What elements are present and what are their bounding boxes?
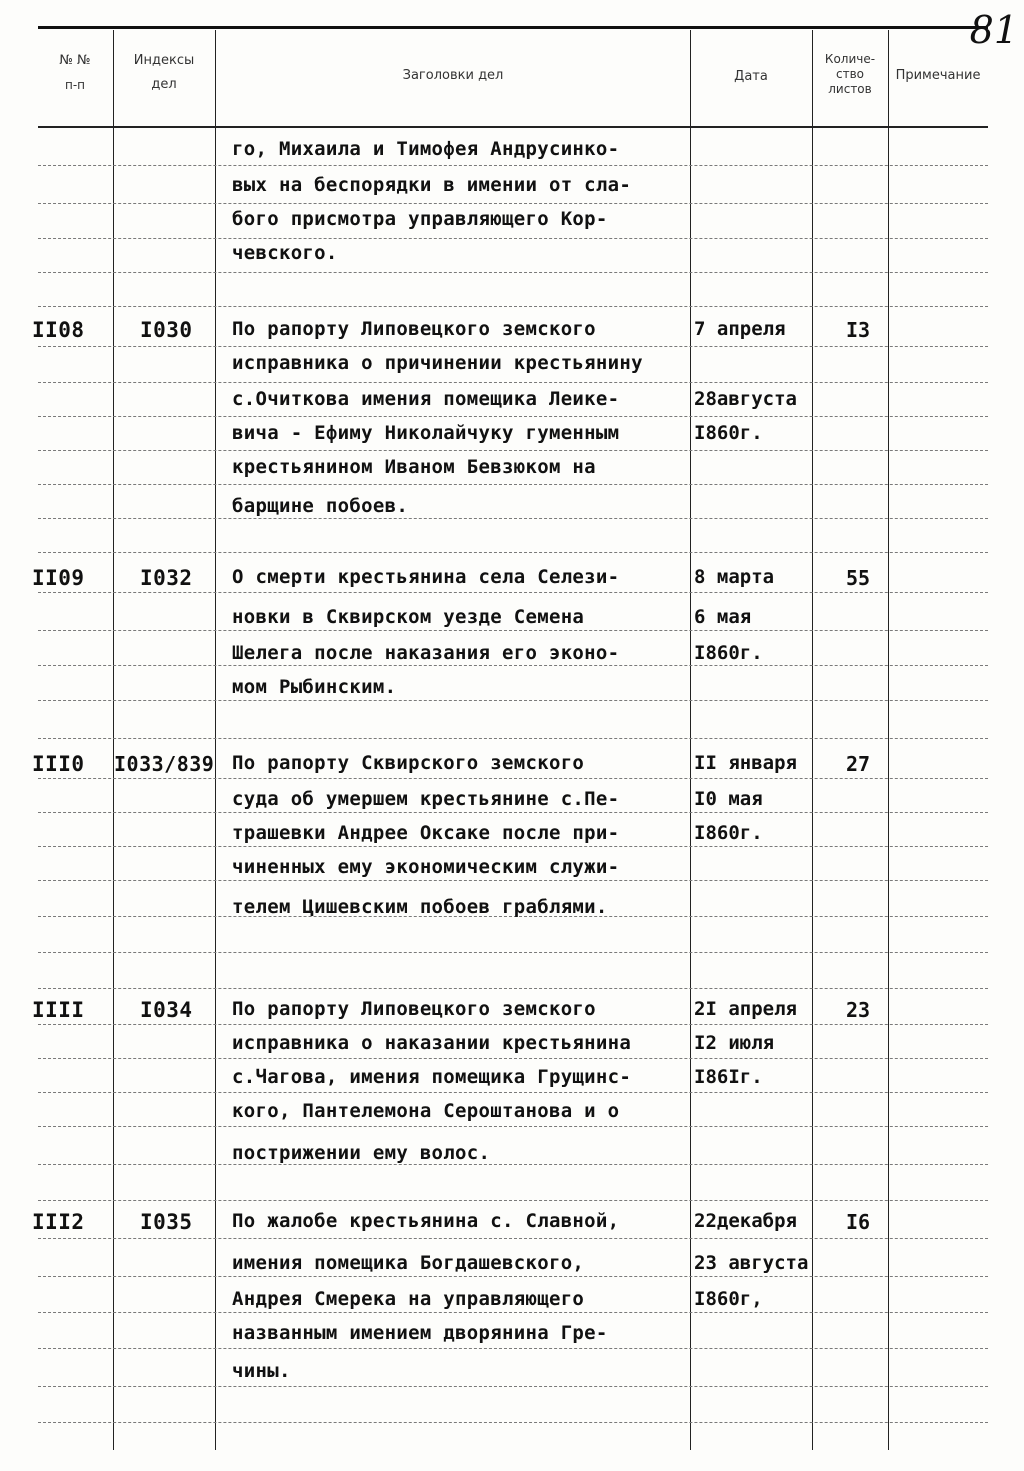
row-rule [38, 700, 988, 701]
entry-title-line: По жалобе крестьянина с. Славной, [232, 1210, 620, 1232]
row-rule [38, 665, 988, 666]
row-rule [38, 165, 988, 166]
header-rule [38, 126, 988, 128]
entry-title-line: телем Цишевским побоев граблями. [232, 896, 608, 918]
entry-date-year: I86Iг. [694, 1066, 763, 1088]
entry-title-line: По рапорту Липовецкого земского [232, 998, 596, 1020]
row-rule [38, 988, 988, 989]
entry-title-line: с.Очиткова имения помещика Леике- [232, 388, 620, 410]
column-divider [113, 30, 114, 1450]
entry-title-line: исправника о причинении крестьянину [232, 352, 643, 374]
row-rule [38, 952, 988, 953]
row-rule [38, 306, 988, 307]
header-index-sub: дел [151, 77, 177, 92]
entry-title-line: барщине побоев. [232, 495, 409, 517]
header-date: Дата [734, 69, 768, 84]
row-rule [38, 1312, 988, 1313]
row-rule [38, 346, 988, 347]
entry-title-line: новки в Сквирском уезде Семена [232, 606, 585, 628]
header-number [40, 52, 110, 94]
continuation-line: бого присмотра управляющего Кор- [232, 208, 608, 230]
row-rule [38, 518, 988, 519]
header-index-label: Индексы [133, 53, 195, 68]
entry-index: I035 [140, 1210, 193, 1234]
row-rule [38, 1126, 988, 1127]
entry-title-line: названным имением дворянина Гре- [232, 1322, 608, 1344]
row-rule [38, 272, 988, 273]
row-rule [38, 1058, 988, 1059]
header-count-line: ство [835, 67, 864, 81]
entry-title-line: По рапорту Липовецкого земского [232, 318, 596, 340]
row-rule [38, 1386, 988, 1387]
entry-title-line: вича - Ефиму Николайчуку гуменным [232, 422, 620, 444]
entry-sheet-count: I3 [846, 318, 871, 342]
header-count-line: Количе- [824, 52, 876, 66]
entry-index: I032 [140, 566, 193, 590]
row-rule [38, 1276, 988, 1277]
entry-date-start: 22декабря [694, 1210, 797, 1232]
header-count-line: листов [828, 82, 872, 96]
row-rule [38, 1348, 988, 1349]
row-rule [38, 450, 988, 451]
entry-title-line: По рапорту Сквирского земского [232, 752, 585, 774]
entry-sheet-count: 27 [846, 752, 871, 776]
header-count [812, 52, 888, 97]
entry-title-line: чины. [232, 1360, 291, 1382]
row-rule [38, 592, 988, 593]
row-rule [38, 880, 988, 881]
row-rule [38, 1422, 988, 1423]
row-rule [38, 484, 988, 485]
header-index [114, 52, 214, 94]
entry-number: III2 [32, 1210, 85, 1234]
continuation-line: вых на беспорядки в имении от сла- [232, 174, 632, 196]
entry-title-line: крестьянином Иваном Бевзюком на [232, 456, 596, 478]
header-number-sub: п-п [64, 78, 86, 92]
entry-title-line: кого, Пантелемона Сероштанова и о [232, 1100, 620, 1122]
entry-date-start: 8 марта [694, 566, 775, 588]
entry-date-year: I860г. [694, 422, 763, 444]
row-rule [38, 552, 988, 553]
entry-date-start: 7 апреля [694, 318, 786, 340]
entry-title-line: Андрея Смерека на управляющего [232, 1288, 585, 1310]
entry-title-line: О смерти крестьянина села Селези- [232, 566, 620, 588]
column-divider [888, 30, 889, 1450]
header-note: Примечание [895, 68, 981, 83]
entry-title-line: трашевки Андрее Оксаке после при- [232, 822, 620, 844]
entry-number: II09 [32, 566, 85, 590]
header-title: Заголовки дел [402, 68, 504, 83]
row-rule [38, 812, 988, 813]
row-rule [38, 1200, 988, 1201]
entry-number: II08 [32, 318, 85, 342]
entry-title-line: суда об умершем крестьянине с.Пе- [232, 788, 620, 810]
entry-title-line: пострижении ему волос. [232, 1142, 491, 1164]
entry-title-line: чиненных ему экономическим служи- [232, 856, 620, 878]
page-number: 81 [969, 8, 1018, 52]
row-rule [38, 238, 988, 239]
entry-index: I034 [140, 998, 193, 1022]
entry-date-start: 2I апреля [694, 998, 797, 1020]
entry-index: I030 [140, 318, 193, 342]
row-rule [38, 416, 988, 417]
row-rule [38, 1238, 988, 1239]
entry-title-line: исправника о наказании крестьянина [232, 1032, 632, 1054]
entry-date-year: I860г. [694, 822, 763, 844]
entry-number: IIII [32, 998, 85, 1022]
header-number-label: № № [59, 53, 91, 68]
row-rule [38, 846, 988, 847]
entry-date-year: I860г. [694, 642, 763, 664]
entry-date-end: 6 мая [694, 606, 752, 628]
entry-date-end: I2 июля [694, 1032, 775, 1054]
entry-date-year: I860г, [694, 1288, 763, 1310]
entry-sheet-count: 23 [846, 998, 871, 1022]
entry-title-line: имения помещика Богдашевского, [232, 1252, 585, 1274]
entry-number: III0 [32, 752, 85, 776]
entry-title-line: мом Рыбинским. [232, 676, 397, 698]
row-rule [38, 630, 988, 631]
continuation-line: чевского. [232, 242, 338, 264]
continuation-line: го, Михаила и Тимофея Андрусинко- [232, 138, 620, 160]
row-rule [38, 1092, 988, 1093]
column-divider [215, 30, 216, 1450]
entry-title-line: Шелега после наказания его эконо- [232, 642, 620, 664]
row-rule [38, 738, 988, 739]
column-divider [690, 30, 691, 1450]
column-divider [812, 30, 813, 1450]
entry-date-end: I0 мая [694, 788, 763, 810]
row-rule [38, 382, 988, 383]
entry-date-end: 28августа [694, 388, 797, 410]
entry-sheet-count: I6 [846, 1210, 871, 1234]
top-rule [38, 26, 988, 29]
row-rule [38, 203, 988, 204]
row-rule [38, 778, 988, 779]
entry-sheet-count: 55 [846, 566, 871, 590]
row-rule [38, 1024, 988, 1025]
entry-date-end: 23 августа [694, 1252, 809, 1274]
entry-date-start: II января [694, 752, 797, 774]
row-rule [38, 1164, 988, 1165]
entry-title-line: с.Чагова, имения помещика Грущинс- [232, 1066, 632, 1088]
entry-index: I033/839 [114, 752, 215, 776]
